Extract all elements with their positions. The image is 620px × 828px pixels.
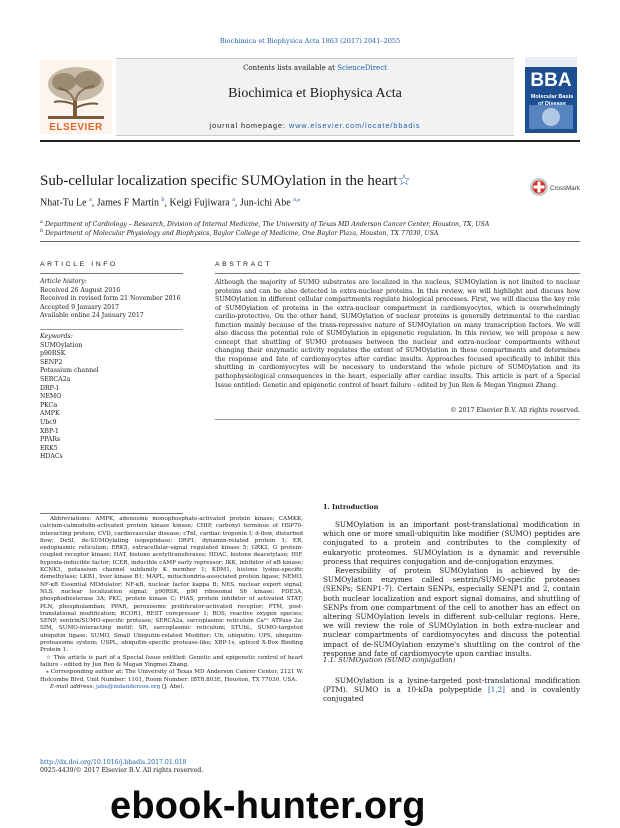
doi-link[interactable]: http://dx.doi.org/10.1016/j.bbadis.2017.01.018 — [40, 759, 187, 766]
footnotes — [40, 516, 303, 691]
email-label: E-mail address: — [50, 683, 96, 690]
article-title — [40, 171, 510, 190]
email-link[interactable]: jabe@mdanderson.org — [95, 683, 161, 690]
intro-paragraph-start: SUMOylation is a lysine-targeted post-translational modification (PTM). SUMO is a 10-kDa polypeptide — [323, 676, 580, 695]
keyword: p90RSK — [40, 350, 66, 358]
affiliation-a: $^a$ Department of Cardiology – Research, Division of Internal Medicine, The University of Texas MD Anderson Cancer Center, Houston, TX, USA — [40, 219, 490, 229]
journal-title: Biochimica et Biophysica Acta — [228, 86, 402, 101]
keyword: XBP-1 — [40, 427, 59, 435]
section-rule — [40, 241, 580, 242]
keyword: PPARs — [40, 436, 61, 444]
affiliation-a-text: Department of Cardiology – Research, Division of Internal Medicine, The University of Texas MD Anderson Cancer Center, Houston, TX, USA — [44, 221, 490, 229]
email-line — [40, 684, 303, 691]
history-item: Received 26 August 2016 — [40, 286, 121, 294]
author-affiliation-mark[interactable]: a,⁎ — [293, 197, 301, 203]
homepage-prefix: journal homepage: — [209, 121, 290, 130]
abstract-text: Although the majority of SUMO substrates are localized in the nucleus, SUMOylation is not limited to nuclear proteins and can be also detected in extra-nuclear proteins. In this review, we will highlight and discuss how SUMOylation in different cellular compartments regulate biological processes. First, we will discuss the key role of SUMOylation of proteins in the extra-nuclear compartment in cardiomyocytes, which is overwhelmingly cardio-protective. On the other hand, SUMOylation of nuclear proteins is generally detrimental to the cardiac function mainly because of the trans-repressive nature of SUMOylation on many transcription factors. We will also discuss the potential role of SUMOylation in epigenetic regulation. In this review, we will propose a new concept that shuttling of SUMO proteases between the nuclear and extra-nuclear compartments without changing their enzymatic activity regulates the extent of SUMOylation in these compartments and determines the response and fate of cardiomyocytes after cardiac insults. Approaches focused specifically to inhibit this shuttling in cardiomyocytes will be necessary to understand the whole picture of SUMOylation and its pathophysiological consequences in the heart, especially after cardiac insults. This article is part of a Special Issue entitled: Genetic and epigenetic control of heart failure - edited by Jun Ren & Megan Yingmei Zhang. — [215, 279, 580, 389]
cover-subtitle: Molecular Basis of Disease — [530, 94, 574, 107]
keyword: Ubc9 — [40, 418, 57, 426]
header-rule — [40, 140, 580, 142]
keywords-label: Keywords: — [40, 333, 73, 340]
title-footnote-mark[interactable]: ☆ — [397, 173, 411, 189]
author-affiliation-mark[interactable]: a — [232, 197, 235, 203]
subsection-body — [323, 676, 580, 704]
keyword: SERCA2a — [40, 375, 71, 383]
keywords — [40, 333, 200, 462]
intro-paragraph: Reversibility of protein SUMOylation is achieved by de-SUMOylation enzymes called sentrin/SUMO-specific proteases (SENPs; SENP1-7). Certain SENPs, especially SENP1 and 2, contain both nuclear localization and export signal domains, and shuttling of SENPs from one compartment of the cell to another has an effect on altering SUMOylation levels in different sub-cellular regions. Here, we will review the role of SUMOylation in both extra-nuclear and nuclear compartments of cardiomyocytes and discuss the potential impact of de-SUMOylation enzyme's shuttling on the control of the response and fate of cardiomyocyte upon cardiac insults. — [323, 566, 580, 658]
author-name[interactable]: Keigi Fujiwara — [169, 197, 230, 209]
footnote-rule — [40, 513, 183, 514]
abstract-heading: ABSTRACT — [215, 261, 273, 268]
abstract-copyright: © 2017 Elsevier B.V. All rights reserved. — [450, 407, 580, 414]
keyword: AMPK — [40, 410, 60, 418]
keyword: NEMO — [40, 393, 62, 401]
author-affiliation-mark[interactable]: a — [89, 197, 92, 203]
history-item: Received in revised form 21 November 2016 — [40, 295, 181, 303]
introduction-body — [323, 520, 580, 658]
article-history — [40, 278, 200, 321]
abbreviations: Abbreviations: AMPK, adenosine monophosphate-activated protein kinase; CAMKK, calcium-calmodulin-activated protein kinase kinase; CHIP, carboxyl terminus of HSP70-interacting protein; CVD, cardiovascular disease; cTnI, cardiac troponin I; d-flow, disturbed flow; DeSI, de-SUMOylating isopeptidase; DRP1, dynamin-related protein 1; ER, endoplasmic reticulum; ERK5, extracellular-signal regulated kinase 5; GRK2, G protein-coupled receptor kinase; HAT, histone acetyltransferases; HDAC, histone deacetylase; HIF, hypoxia-inducible factor; ICER, inducible cAMP early repressor; IKK, inhibitor of κB kinase; KCNK1, potassium channel subfamily K member 1; KDM1, histone lysine-specific demethylase; LKB1, liver kinase B1; MAPL, mitochondria-associated protein ligase; NEMO, NF-κB Essential MOdulator; NF-κB, nuclear factor kappa B; NES, nuclear export signal; NLS, nuclear localization signal; p90RSK, p90 ribosomal S6 kinase; PDE3A, phosphodiesterase 3A; PKC, protein kinase C; PIAS, protein inhibitor of activated STAT; PLN, phospholamban; PPAR, peroxisome proliferator-activated receptor; PTM, post-translational modification; RCOR1, REST corepressor 1; ROS, reactive oxygen species; SENP, sentrin/SUMO-specific protease; SERCA2a, sarcoplasmic reticulum Ca²⁺ ATPase 2a; SIM, SUMO-interacting motif; SR, sarcoplasmic reticulum; STUbL, SUMO-targeted ubiquitin ligase; SUMO, Small Ubiquitin-related Modifier; Ub, ubiquitin; UPS, ubiquitin-proteasome system; USPL, ubiquitin-specific protease-like; XBP-1s, spliced X-Box Binding Protein 1. — [40, 516, 303, 654]
homepage-link[interactable]: www.elsevier.com/locate/bbadis — [289, 121, 421, 130]
author-name[interactable]: James F Martin — [96, 197, 159, 209]
keyword: DRP-1 — [40, 384, 60, 392]
elsevier-wordmark: ELSEVIER — [49, 122, 103, 133]
journal-homepage — [116, 121, 514, 130]
history-item: Accepted 9 January 2017 — [40, 303, 119, 311]
intro-paragraph: SUMOylation is an important post-translational modification in which one or more small-ubiquitin like modifier (SUMO) peptides are conjugated to a protein and contributes to the complexity of eukaryotic proteomes. SUMOylation is a dynamic and reversible process that requires conjugation and de-conjugation enzymes. — [323, 520, 580, 566]
subsection-heading: 1.1. SUMOyation (SUMO conjugation) — [323, 656, 456, 664]
intro-paragraph-end: and is covalently conjugated — [323, 685, 581, 704]
keyword: Potassium channel — [40, 367, 99, 375]
article-info-heading: ARTICLE INFO — [40, 261, 118, 268]
history-item: Available online 24 January 2017 — [40, 312, 144, 320]
affiliation-b-text: Department of Molecular Physiology and Biophysics, Baylor College of Medicine, One Baylor Plaza, Houston, TX 77030, USA — [45, 230, 439, 238]
history-label: Article history: — [40, 278, 87, 285]
keyword: SUMOylation — [40, 341, 83, 349]
contents-line — [116, 64, 514, 72]
history-rule — [40, 329, 183, 330]
keyword: HDACs — [40, 453, 63, 461]
author-affiliation-mark[interactable]: b — [161, 197, 165, 203]
abstract-end-rule — [215, 419, 580, 420]
crossmark-label: CrossMark — [550, 185, 580, 192]
contents-prefix: Contents lists available at — [243, 64, 338, 72]
keyword: SENP2 — [40, 358, 63, 366]
article-info-rule — [40, 273, 183, 274]
abstract-rule — [215, 273, 580, 274]
introduction-heading: 1. Introduction — [323, 503, 379, 511]
citation-link[interactable]: [1,2] — [487, 685, 505, 695]
journal-reference[interactable]: Biochimica et Biophysica Acta 1863 (2017) 2041–2055 — [219, 37, 401, 45]
affiliation-b: $^b$ Department of Molecular Physiology and Biophysics, Baylor College of Medicine, One Baylor Plaza, Houston, TX 77030, USA — [40, 228, 439, 238]
cover-title: BBA — [530, 70, 572, 91]
issn-line: 0925-4439/© 2017 Elsevier B.V. All rights reserved. — [40, 767, 204, 774]
author-name[interactable]: Jun-ichi Abe — [239, 197, 291, 209]
corresponding-author: ⁎ Corresponding author at: The University of Texas MD Anderson Cancer Center, 2121 W. Holcombe Blvd, Unit Number: 1101, Room Number: IBT8.803E, Houston, TX 77030, USA. — [40, 669, 303, 683]
author-name[interactable]: Nhat-Tu Le — [40, 197, 87, 209]
doi-block — [40, 759, 340, 775]
email-owner: (J. Abe). — [160, 683, 185, 690]
special-issue-note: ☆ This article is part of a Special Issue entitled: Genetic and epigenetic control of heart failure - edited by Jun Ren & Megan Yingmei Zhang. — [40, 654, 303, 668]
article-title-text: Sub-cellular localization specific SUMOylation in the heart — [40, 173, 398, 189]
sciencedirect-link[interactable]: ScienceDirect — [337, 64, 387, 72]
watermark-text: ebook-hunter.org — [110, 785, 426, 827]
author-list: Nhat-Tu Le $^a$, James F Martin $^b$, Keigi Fujiwara $^a$, Jun-ichi Abe $^{a,⁎}$ — [40, 197, 301, 209]
keyword: ERK5 — [40, 444, 58, 452]
keyword: PKCα — [40, 401, 58, 409]
